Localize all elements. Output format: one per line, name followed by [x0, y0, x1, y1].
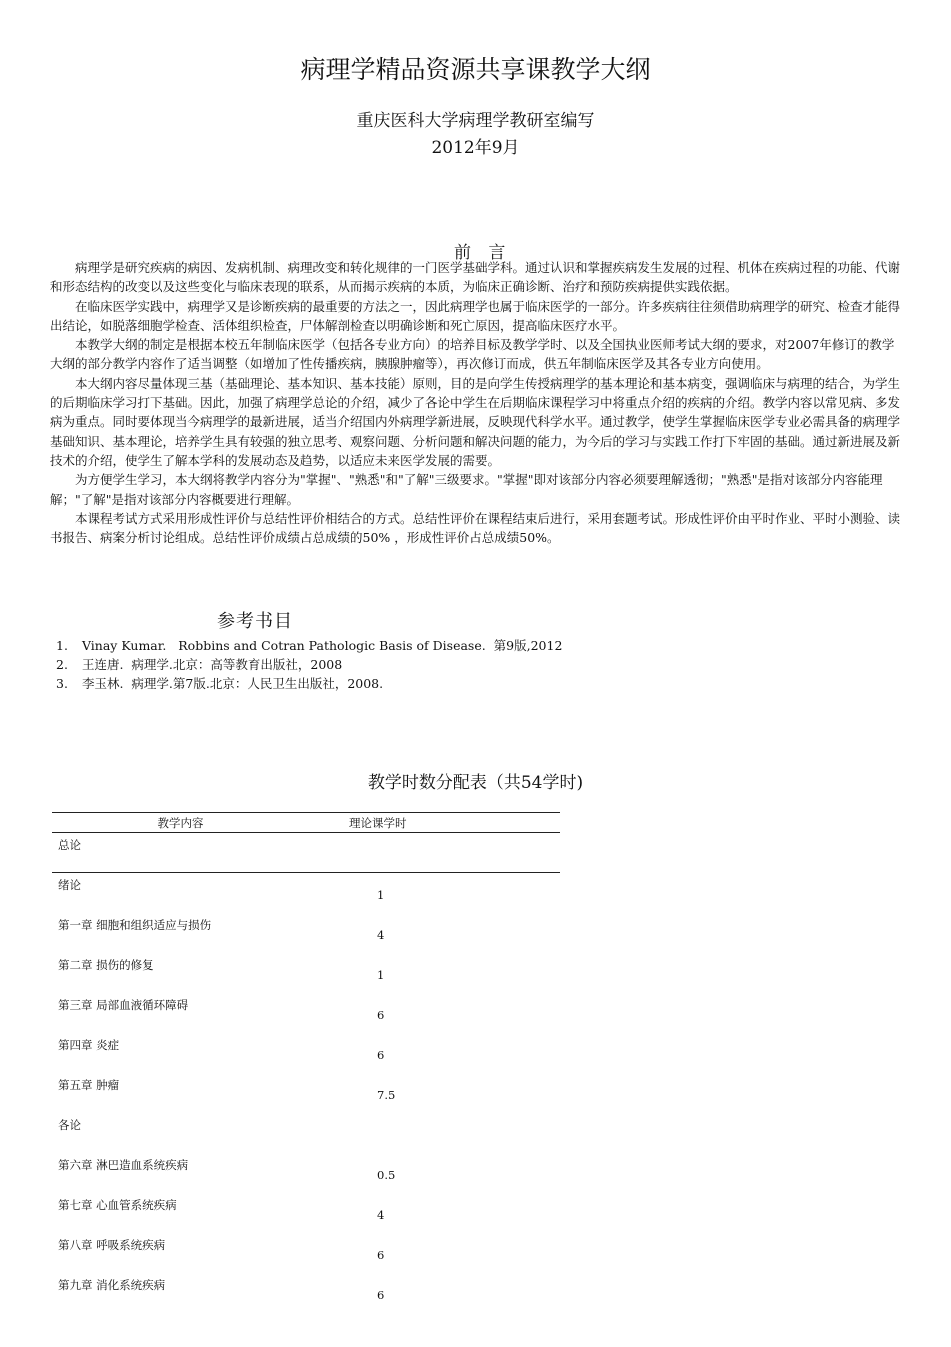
- table-row: [52, 1273, 560, 1313]
- date-line: 2012年9月: [431, 138, 520, 158]
- table-row: [52, 1193, 560, 1233]
- reference-item: [56, 655, 562, 674]
- row-content: 第五章 肿瘤: [58, 1077, 120, 1092]
- preface-body: [50, 258, 900, 547]
- row-hours: 4: [377, 927, 385, 942]
- table-row: [52, 833, 560, 873]
- preface-paragraph: 本教学大纲的制定是根据本校五年制临床医学（包括各专业方向）的培养目标及教学学时、以及全国执业医师考试大纲的要求，对2007年修订的教学大纲的部分教学内容作了适当调整（如增加了性传播疾病，胰腺肿瘤等），再次修订而成，供五年制临床医学及其各专业方向使用。: [50, 337, 895, 372]
- row-hours: 4: [377, 1207, 385, 1222]
- row-content: 第二章 损伤的修复: [58, 957, 154, 972]
- table-row: [52, 913, 560, 953]
- row-hours: 0.5: [377, 1167, 396, 1182]
- row-hours: 1: [377, 967, 385, 982]
- table-row: [52, 993, 560, 1033]
- row-content: 第四章 炎症: [58, 1037, 120, 1052]
- reference-item: [56, 636, 562, 655]
- row-content: 总论: [58, 838, 81, 852]
- row-content: 绪论: [58, 878, 81, 892]
- table-header-row: [52, 813, 560, 833]
- preface-paragraph: 为方便学生学习，本大纲将教学内容分为"掌握"、"熟悉"和"了解"三级要求。"掌握"即对该部分内容必须要理解透彻；"熟悉"是指对该部分内容能理解；"了解"是指对该部分内容概要进行理解。: [50, 472, 883, 507]
- table-row: [52, 1153, 560, 1193]
- row-content: 第三章 局部血液循环障碍: [58, 997, 189, 1012]
- table-row: [52, 1233, 560, 1273]
- column-header-content: 教学内容: [52, 813, 309, 833]
- reference-number: 2.: [56, 657, 68, 672]
- preface-paragraph: 本大纲内容尽量体现三基（基础理论、基本知识、基本技能）原则，目的是向学生传授病理学的基本理论和基本病变，强调临床与病理的结合，为学生的后期临床学习打下基础。因此，加强了病理学总论的介绍，减少了各论中学生在后期临床课程学习中将重点介绍的疾病的介绍。教学内容以常见病、多发病为重点。同时要体现当今病理学的最新进展，适当介绍国内外病理学新进展，反映现代科学水平。通过教学，使学生掌握临床医学专业必需具备的病理学基础知识、基本理论，培养学生具有较强的独立思考、观察问题、分析问题和解决问题的能力，为今后的学习与实践工作打下牢固的基础。通过新进展及新技术的介绍，使学生了解本学科的发展动态及趋势，以适应未来医学发展的需要。: [50, 375, 901, 468]
- reference-number: 1.: [56, 638, 68, 653]
- table-row: [52, 953, 560, 993]
- table-row: [52, 1033, 560, 1073]
- reference-item: [56, 674, 562, 693]
- reference-text: Vinay Kumar. Robbins and Cotran Pathologic Basis of Disease. 第9版,2012: [82, 638, 563, 653]
- row-hours: [309, 1113, 560, 1153]
- row-hours: 6: [377, 1247, 385, 1262]
- row-hours: 6: [377, 1287, 385, 1302]
- document-title: 病理学精品资源共享课教学大纲: [300, 55, 651, 84]
- row-content: 第一章 细胞和组织适应与损伤: [58, 917, 212, 932]
- preface-heading: 前 言: [454, 243, 512, 263]
- column-header-hours: 理论课学时: [309, 813, 560, 833]
- row-hours: 6: [377, 1007, 385, 1022]
- row-content: 第八章 呼吸系统疾病: [58, 1237, 166, 1252]
- row-content: 第六章 淋巴造血系统疾病: [58, 1157, 189, 1172]
- preface-paragraph: 在临床医学实践中，病理学又是诊断疾病的最重要的方法之一，因此病理学也属于临床医学的一部分。许多疾病往往须借助病理学的研究、检查才能得出结论，如脱落细胞学检查、活体组织检查，尸体解剖检查以明确诊断和死亡原因，提高临床医疗水平。: [50, 298, 901, 333]
- row-content: 各论: [58, 1117, 81, 1132]
- references-heading: 参考书目: [217, 611, 293, 632]
- table-row: [52, 1113, 560, 1153]
- reference-text: 李玉林. 病理学.第7版.北京：人民卫生出版社，2008.: [82, 676, 384, 691]
- preface-paragraph: 本课程考试方式采用形成性评价与总结性评价相结合的方式。总结性评价在课程结束后进行，采用套题考试。形成性评价由平时作业、平时小测验、读书报告、病案分析讨论组成。总结性评价成绩占总成绩的50% ，形成性评价占总成绩50%。: [50, 510, 901, 546]
- row-hours: 7.5: [377, 1087, 396, 1102]
- row-content: 第七章 心血管系统疾病: [58, 1197, 177, 1212]
- row-hours: [309, 833, 560, 873]
- hours-table: [52, 812, 560, 1313]
- table-row: [52, 873, 560, 913]
- hours-table-title: 教学时数分配表（共54学时): [367, 773, 584, 793]
- author-line: 重庆医科大学病理学教研室编写: [356, 111, 595, 131]
- table-row: [52, 1073, 560, 1113]
- row-hours: 6: [377, 1047, 385, 1062]
- references-list: [56, 636, 562, 693]
- preface-paragraph: 病理学是研究疾病的病因、发病机制、病理改变和转化规律的一门医学基础学科。通过认识和掌握疾病发生发展的过程、机体在疾病过程的功能、代谢和形态结构的改变以及这些变化与临床表现的联系，从而揭示疾病的本质，为临床正确诊断、治疗和预防疾病提供实践依据。: [50, 260, 901, 295]
- reference-text: 王连唐. 病理学.北京：高等教育出版社，2008: [82, 657, 343, 672]
- reference-number: 3.: [56, 676, 68, 691]
- row-content: 第九章 消化系统疾病: [58, 1277, 166, 1292]
- row-hours: 1: [377, 888, 385, 902]
